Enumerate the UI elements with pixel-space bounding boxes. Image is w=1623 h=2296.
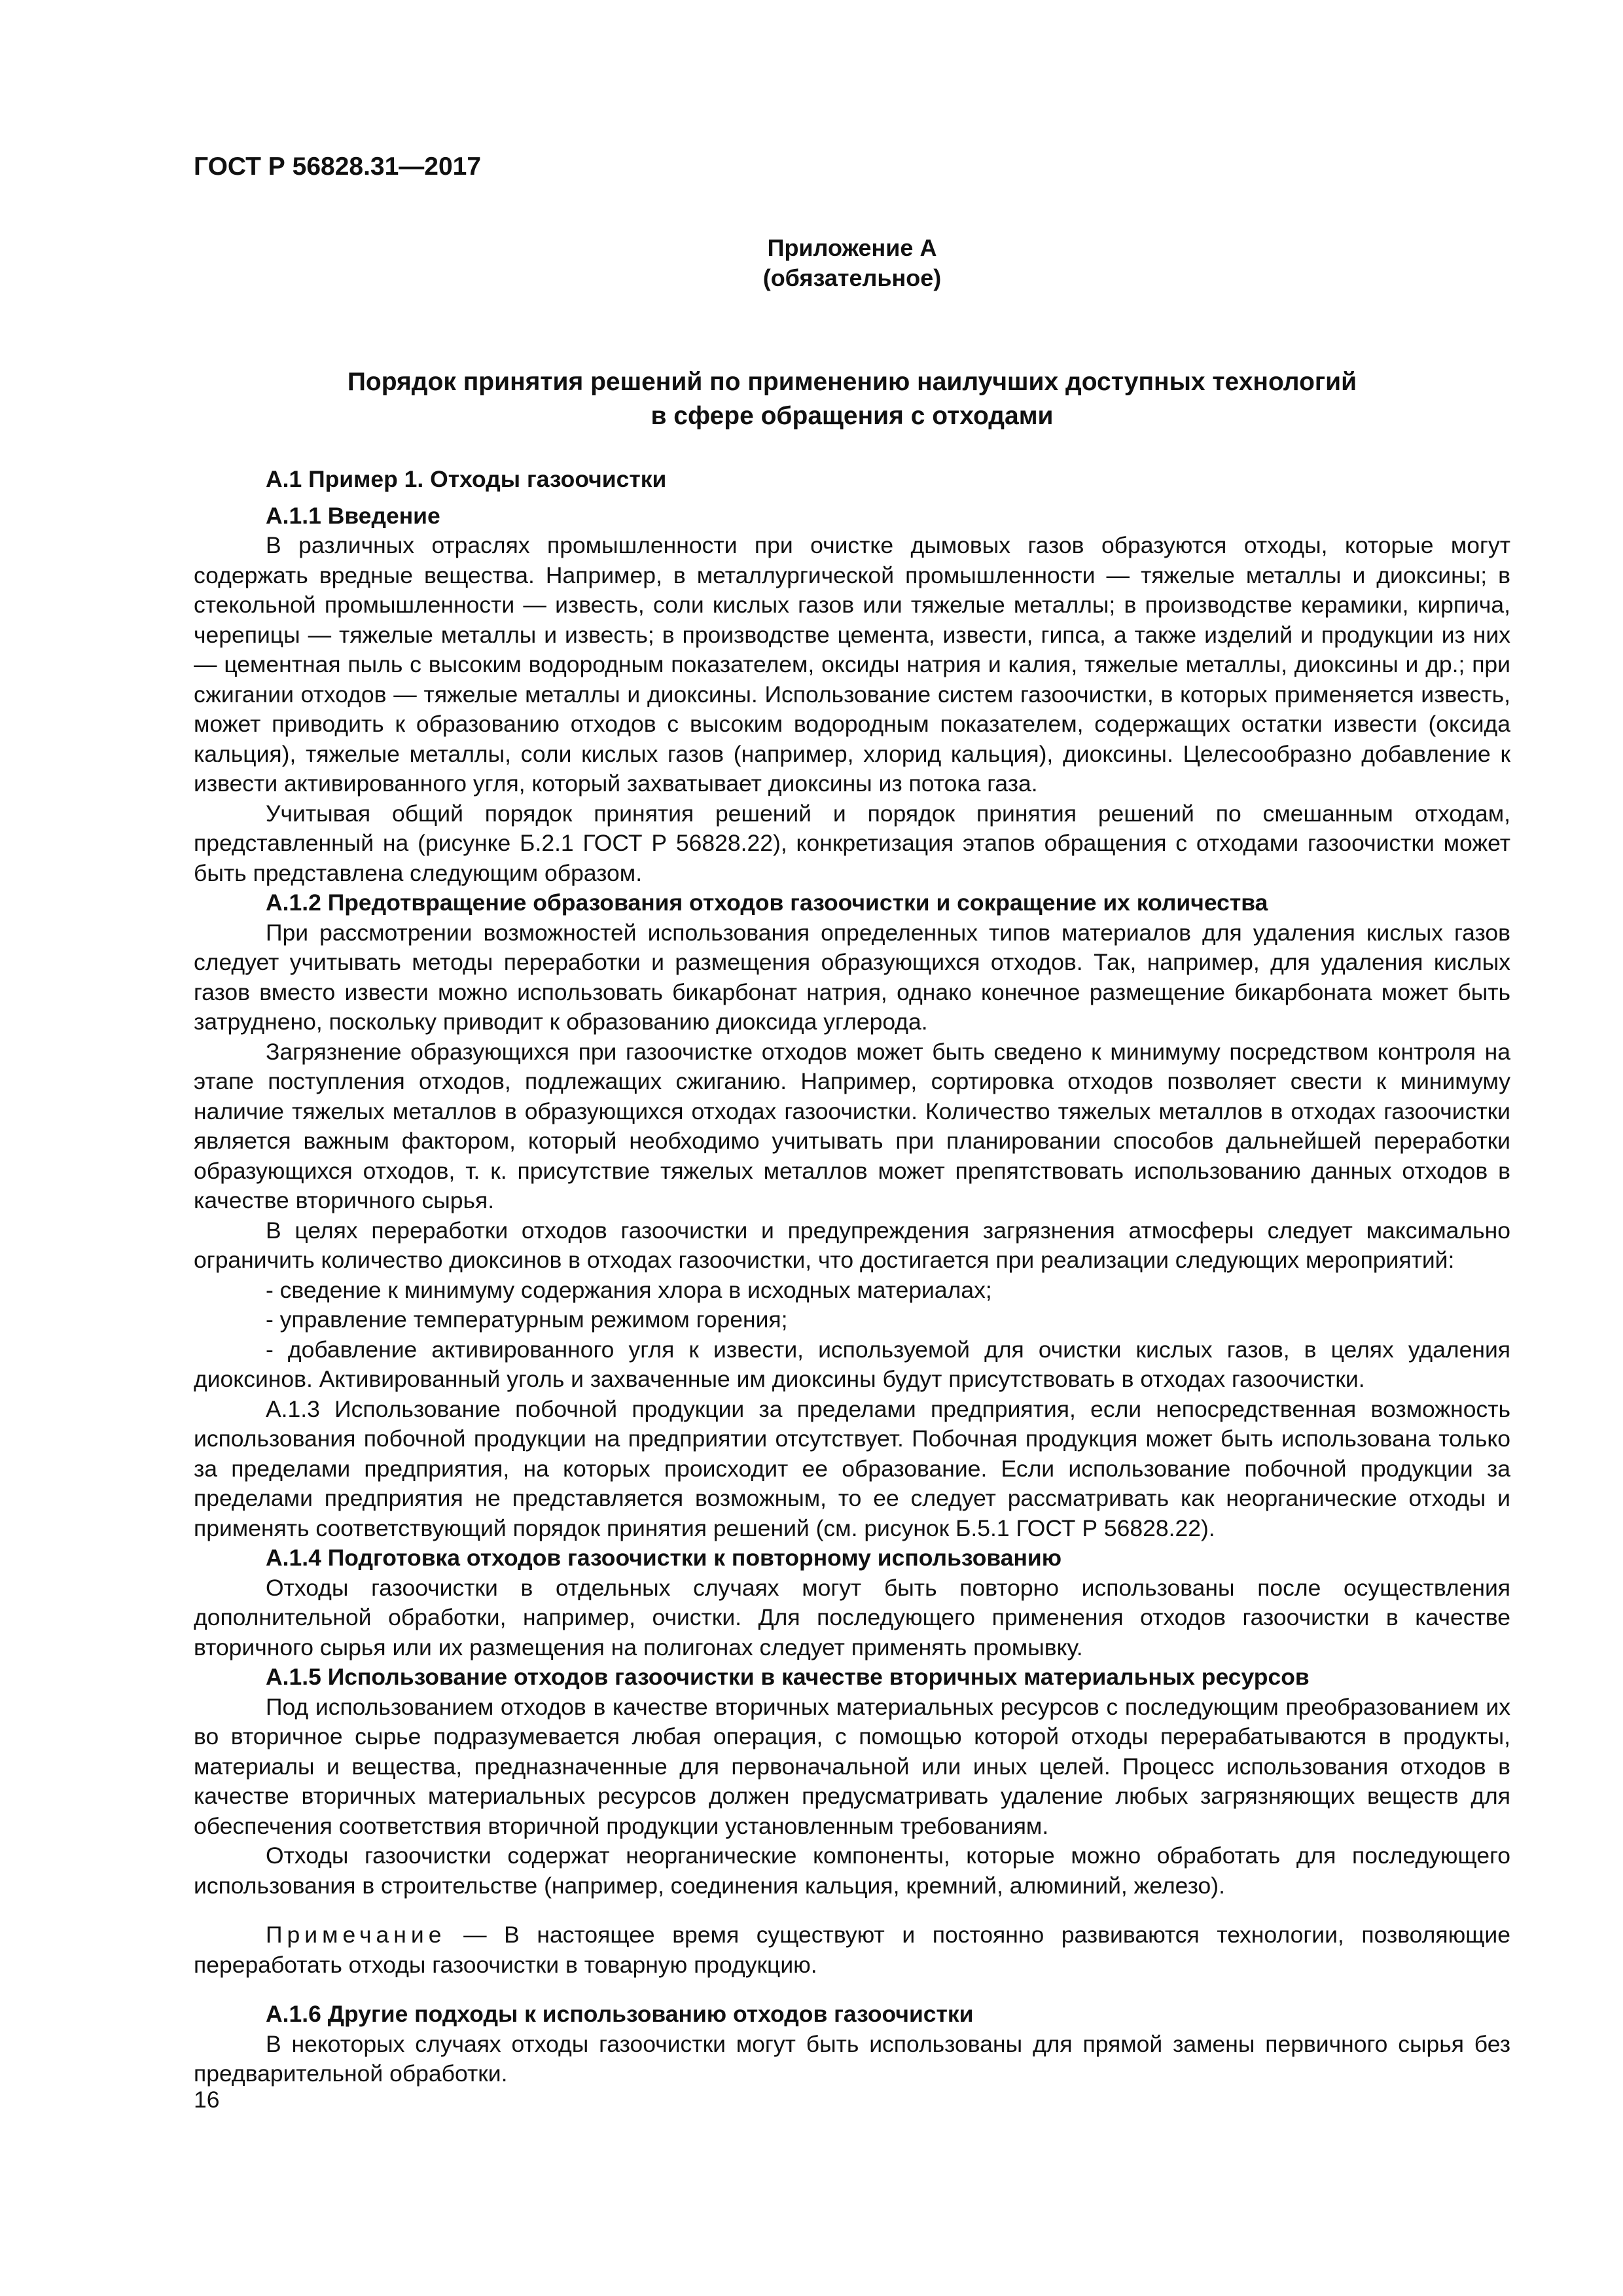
list-item-bullet-3: - добавление активированного угля к извести, используемой для очистки кислых газов, в целях удаления диоксинов. Активированный уголь и захваченные им диоксины будут присутствовать в отходах газоочистки. xyxy=(194,1336,1510,1392)
note-paragraph xyxy=(194,1920,1510,1980)
appendix-title-line-1: Порядок принятия решений по применению наилучших доступных технологий xyxy=(347,368,1357,396)
section-heading-a1-4: А.1.4 Подготовка отходов газоочистки к повторному использованию xyxy=(266,1545,1062,1571)
section-heading-a1-5: А.1.5 Использование отходов газоочистки в качестве вторичных материальных ресурсов xyxy=(266,1664,1310,1690)
paragraph-a1-5-1: Под использованием отходов в качестве вторичных материальных ресурсов с последующим преобразованием их во вторичное сырье подразумевается любая операция, с помощью которой отходы перерабатываются в продукты, материалы и вещества, предназначенные для первоначальной или иных целей. Процесс использования отходов в качестве вторичных материальных ресурсов должен предусматривать удаление любых загрязняющих веществ для обеспечения соответствия вторичной продукции установленным требованиям. xyxy=(194,1693,1510,1839)
paragraph-a1-2-1: При рассмотрении возможностей использования определенных типов материалов для удаления кислых газов следует учитывать методы переработки и размещения образующихся отходов. Так, например, для удаления кислых газов вместо извести можно использовать бикарбонат натрия, однако конечное размещение бикарбоната может быть затруднено, поскольку приводит к образованию диоксида углерода. xyxy=(194,919,1510,1035)
paragraph-a1-1-2: Учитывая общий порядок принятия решений и порядок принятия решений по смешанным отходам, представленный на (рисунке Б.2.1 ГОСТ Р 56828.22), конкретизация этапов обращения с отходами газоочистки может быть представлена следующим образом. xyxy=(194,800,1510,886)
paragraph-a1-4-1: Отходы газоочистки в отдельных случаях могут быть повторно использованы после осуществления дополнительной обработки, например, очистки. Для последующего применения отходов газоочистки в качестве вторичного сырья или их размещения на полигонах следует применять промывку. xyxy=(194,1574,1510,1660)
appendix-label-block xyxy=(194,233,1510,293)
document-body xyxy=(194,465,1510,2089)
appendix-label: Приложение А xyxy=(767,234,937,261)
paragraph-a1-2-2: Загрязнение образующихся при газоочистке отходов может быть сведено к минимуму посредством контроля на этапе поступления отходов, подлежащих сжиганию. Например, сортировка отходов позволяет свести к минимуму наличие тяжелых металлов в образующихся отходах газоочистки. Количество тяжелых металлов в отходах газоочистки является важным фактором, который необходимо учитывать при планировании способов дальнейшей переработки образующихся отходов, т. к. присутствие тяжелых металлов может препятствовать использованию данных отходов в качестве вторичного сырья. xyxy=(194,1038,1510,1213)
document-id-header: ГОСТ Р 56828.31—2017 xyxy=(194,152,482,181)
list-item-bullet-1: - сведение к минимуму содержания хлора в исходных материалах; xyxy=(266,1276,992,1303)
section-heading-a1-2: А.1.2 Предотвращение образования отходов газоочистки и сокращение их количества xyxy=(266,889,1268,916)
appendix-status: (обязательное) xyxy=(762,264,942,291)
paragraph-a1-6-1: В некоторых случаях отходы газоочистки могут быть использованы для прямой замены первичного сырья без предварительной обработки. xyxy=(194,2030,1510,2087)
appendix-title-line-2: в сфере обращения с отходами xyxy=(651,402,1054,430)
paragraph-a1-3: А.1.3 Использование побочной продукции за пределами предприятия, если непосредственная возможность использования побочной продукции на предприятии отсутствует. Побочная продукция может быть использована только за пределами предприятия, на которых происходит ее образование. Если использование побочной продукции за пределами предприятия не представляется возможным, то ее следует рассматривать как неорганические отходы и применять соответствующий порядок принятия решений (см. рисунок Б.5.1 ГОСТ Р 56828.22). xyxy=(194,1395,1510,1541)
note-label: Примечание xyxy=(266,1922,446,1948)
section-heading-a1-1: А.1.1 Введение xyxy=(266,502,440,529)
section-heading-a1-6: А.1.6 Другие подходы к использованию отходов газоочистки xyxy=(266,2001,974,2027)
section-heading-a1: А.1 Пример 1. Отходы газоочистки xyxy=(266,466,667,492)
note-text: — В настоящее время существуют и постоянно развиваются технологии, позволяющие переработать отходы газоочистки в товарную продукцию. xyxy=(194,1922,1510,1978)
document-page xyxy=(194,151,1510,2089)
list-item-bullet-2: - управление температурным режимом горения; xyxy=(266,1306,788,1333)
paragraph-a1-2-3: В целях переработки отходов газоочистки и предупреждения загрязнения атмосферы следует максимально ограничить количество диоксинов в отходах газоочистки, что достигается при реализации следующих мероприятий: xyxy=(194,1217,1510,1273)
paragraph-a1-1-1: В различных отраслях промышленности при очистке дымовых газов образуются отходы, которые могут содержать вредные вещества. Например, в металлургической промышленности — тяжелые металлы и диоксины; в стекольной промышленности — известь, соли кислых газов или тяжелые металлы; в производстве керамики, кирпича, черепицы — тяжелые металлы и известь; в производстве цемента, извести, гипса, а также изделий и продукции из них — цементная пыль с высоким водородным показателем, оксиды натрия и калия, тяжелые металлы, диоксины и др.; при сжигании отходов — тяжелые металлы и диоксины. Использование систем газоочистки, в которых применяется известь, может приводить к образованию отходов с высоким водородным показателем, содержащих остатки извести (оксида кальция), тяжелые металлы, соли кислых газов (например, хлорид кальция), диоксины. Целесообразно добавление к извести активированного угля, который захватывает диоксины из потока газа. xyxy=(194,532,1510,797)
page-number: 16 xyxy=(194,2087,220,2113)
paragraph-a1-5-2: Отходы газоочистки содержат неорганические компоненты, которые можно обработать для последующего использования в строительстве (например, соединения кальция, кремний, алюминий, железо). xyxy=(194,1842,1510,1899)
appendix-title xyxy=(194,365,1510,433)
